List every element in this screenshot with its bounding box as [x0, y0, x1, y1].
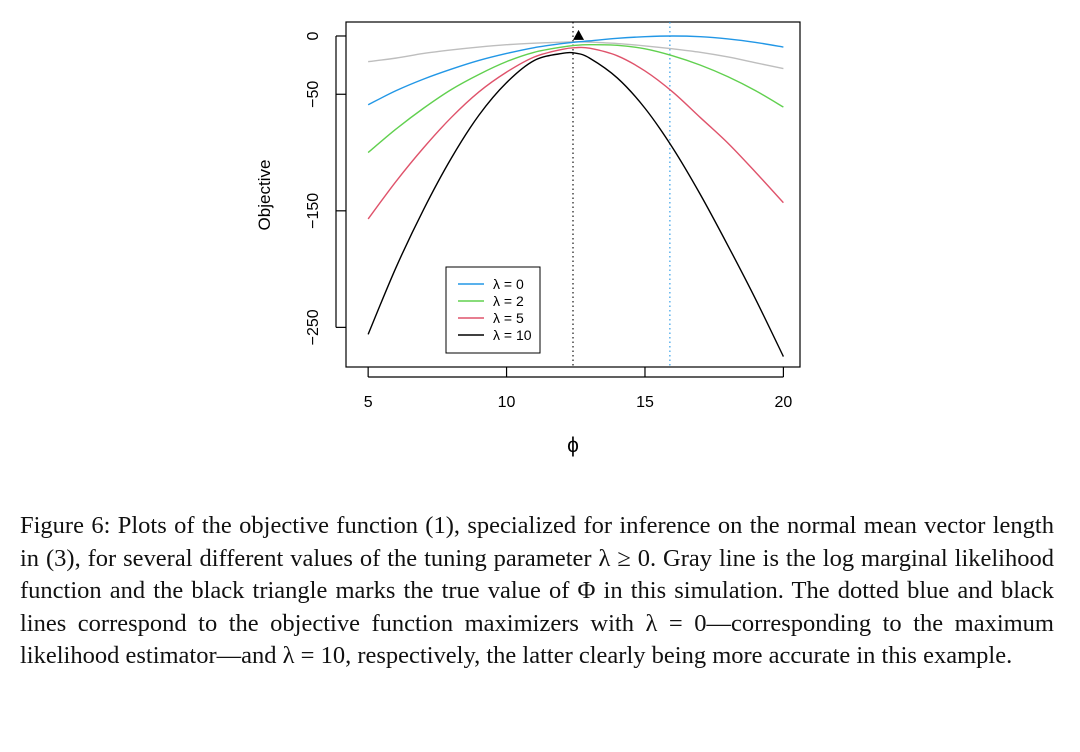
axis-ticks	[305, 31, 792, 411]
caption-label: Figure 6:	[20, 512, 111, 539]
x-tick-label: 5	[363, 394, 373, 411]
legend-label: λ = 5	[493, 310, 524, 326]
triangle-marker	[573, 30, 584, 40]
y-axis-label: Objective	[255, 159, 274, 231]
x-tick-label: 20	[774, 394, 793, 411]
caption-text: Plots of the objective function (1), specialized for inference on the normal mean vector length in (3), for several different values of the tuning parameter λ ≥ 0. Gray line is the log marginal likelihood function and the black triangle marks the true value of Φ in this simulation. The dotted blue and black lines correspond to the objective function maximizers with λ = 0—corresponding to the maximum likelihood estimator—and λ = 10, respectively, the latter clearly being more accurate in this example.	[20, 512, 1054, 669]
legend-label: λ = 10	[493, 327, 532, 343]
x-axis-label: ϕ	[567, 434, 579, 457]
series-line-1	[368, 36, 783, 105]
x-tick-label: 10	[497, 394, 516, 411]
y-tick-label: 0	[305, 31, 322, 41]
legend-label: λ = 0	[493, 276, 524, 292]
series-lines	[368, 36, 783, 357]
figure-caption	[20, 510, 1054, 673]
y-tick-label: −250	[305, 309, 322, 346]
x-tick-label: 15	[636, 394, 654, 411]
reference-lines	[573, 22, 670, 367]
y-tick-label: −150	[305, 192, 322, 229]
y-tick-label: −50	[305, 80, 322, 108]
series-line-4	[368, 53, 783, 357]
true-value-marker	[573, 30, 584, 40]
legend-label: λ = 2	[493, 293, 524, 309]
legend	[446, 267, 540, 353]
